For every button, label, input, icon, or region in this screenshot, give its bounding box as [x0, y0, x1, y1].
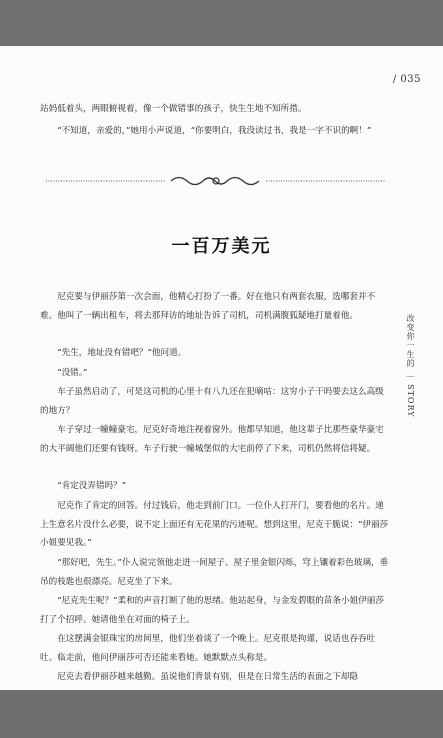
page-number: / 035 [392, 74, 421, 85]
book-page [0, 46, 443, 690]
reader-bottom-bar [0, 690, 443, 738]
body-paragraph-2: “先生，地址没有错吧？”他问道。 [57, 348, 187, 358]
reader-top-bar [0, 0, 443, 46]
ornament-divider [46, 174, 386, 188]
body-paragraph-8: “那好吧，先生。”仆人说完领他走进一间屋子。屋子里金银闪烁，穹上镶着彩色玻璃，垂吊的枝匙也很漂亮。尼克坐了下来。 [40, 558, 389, 587]
body-paragraph-11: 尼克去看伊丽莎越来越勤。虽说他们背景有别，但是在日常生活的表面之下却隐 [57, 672, 358, 682]
body-paragraph-6: “肯定没弄错吗？” [57, 481, 127, 491]
body-paragraph-7: 尼克作了肯定的回答。付过钱后，他走到前门口。一位仆人打开门，要看他的名片。递上生意名片没什么必要，说不定上面还有无花果的污迹呢。想到这里，尼克干脆说：“伊丽莎小姐要见我。” [40, 501, 389, 548]
intro-paragraph-2: “不知道，亲爱的，”她用小声说道，“你要明白，我没读过书，我是一字不识的啊！” [57, 126, 372, 136]
body-paragraph-4: 车子虽然启动了，可是这司机的心里十有八九还在犯嘀咕：这穷小子干吗要去这么高级的地方？ [40, 387, 384, 416]
body-paragraph-9: “尼克先生呢？”柔和的声音打断了他的思绪。他站起身，与金发碧眼的苗条小姐伊丽莎打了个招呼。她请他坐在对面的椅子上。 [40, 596, 384, 625]
running-head-label: STORY [406, 384, 415, 418]
chapter-title: 一百万美元 [171, 236, 272, 257]
body-paragraph-5: 车子穿过一幢幢豪宅，尼克好奇地注视着窗外。他都早知道，他这辈子比那些豪华豪宅的大平阔他们还要有钱呀。车子行驶一幢城堡似的大宅前停了下来，司机仍然将信将疑。 [40, 425, 384, 454]
body-paragraph-3: “没错。” [57, 368, 88, 378]
body-paragraph-1: 尼克要与伊丽莎第一次会面，他精心打扮了一番。好在他只有两套衣服，选哪套并不难。他叫了一辆出租车，将去那拜访的地址告诉了司机，司机满腹狐疑地打量着他。 [40, 292, 376, 321]
body-paragraph-10: 在这摆满金银珠宝的房间里，他们坐着谈了一个晚上。尼克很是拘谨，说话也吞吞吐吐。临走前，他问伊丽莎可否还能来看她。她默默点头称是。 [40, 634, 376, 663]
intro-paragraph-1: 站妈低着头，两眼俯视着，像一个做错事的孩子，快生生地不知所措。 [40, 104, 307, 114]
running-head-series: 改变你一生的 [406, 314, 415, 368]
running-head-vertical [397, 314, 417, 418]
running-head-divider: ｜ [406, 371, 415, 381]
